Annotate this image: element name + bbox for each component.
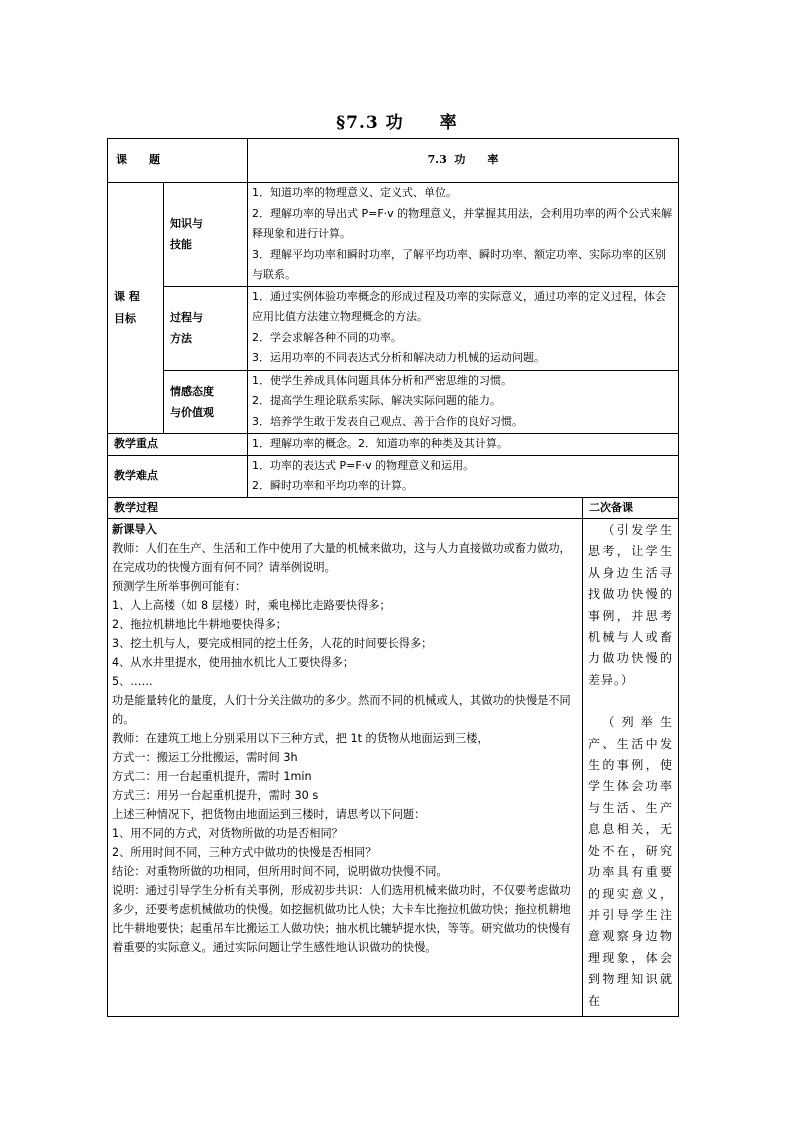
difficulties-items (248, 455, 679, 497)
process-line: 教师：在建筑工地上分别采用以下三种方式，把 1t 的货物从地面运到三楼， (112, 732, 489, 745)
process-line: 说明：通过引导学生分析有关事例，形成初步共识：人们选用机械来做功时，不仅要考虑做功多少，还要考虑机械做功的快慢。如挖掘机做功比人快；大卡车比拖拉机做功快；拖拉机耕地比牛耕地要快；起重吊车比搬运工人做功快；抽水机比辘轳提水快，等等。研究做功的快慢有着重要的实际意义。通过实际问题让学生感性地认识做功的快慢。 (112, 884, 571, 954)
process-line: 教师：人们在生产、生活和工作中使用了大量的机械来做功，这与人力直接做功或畜力做功，在完成功的快慢方面有何不同？请举例说明。 (112, 542, 571, 574)
process-method-item: 3．运用功率的不同表达式分析和解决动力机械的运动问题。 (252, 351, 545, 364)
process-content (108, 519, 583, 1017)
process-line: 2、拖拉机耕地比牛耕地要快得多； (112, 618, 287, 631)
process-line: 结论：对重物所做的功相同，但所用时间不同，说明做功快慢不同。 (112, 865, 448, 878)
lesson-row (108, 139, 679, 183)
lesson-title: 7.3 功 率 (248, 139, 679, 183)
knowledge-items (248, 183, 679, 287)
process-method-item: 1．通过实例体验功率概念的形成过程及功率的实际意义，通过功率的定义过程，体会应用比值方法建立物理概念的方法。 (252, 289, 666, 323)
knowledge-label: 知识与 技能 (164, 183, 248, 287)
process-header-label: 教学过程 (108, 497, 583, 519)
side-note: （引发学生思考，让学生从身边生活寻找做功快慢的事例，并思考机械与人或畜力做功快慢的差异。） (588, 523, 674, 687)
process-line: 方式二：用一台起重机提升，需时 1min (112, 770, 312, 783)
process-row (108, 519, 679, 1017)
knowledge-item: 1．知道功率的物理意义、定义式、单位。 (252, 186, 457, 199)
emotion-item: 3．培养学生敢于发表自己观点、善于合作的良好习惯。 (252, 414, 523, 428)
key-points-label: 教学重点 (108, 433, 248, 455)
key-points-row (108, 433, 679, 455)
process-line: 4、从水井里提水，使用抽水机比人工要快得多； (112, 656, 355, 669)
key-points-text: 1．理解功率的概念。2．知道功率的种类及其计算。 (248, 433, 679, 455)
process-line: 方式三：用另一台起重机提升，需时 30 s (112, 789, 319, 802)
difficulty-item: 2．瞬时功率和平均功率的计算。 (252, 479, 413, 492)
process-method-item: 2．学会求解各种不同的功率。 (252, 330, 402, 344)
goal-emotion-row (108, 370, 679, 433)
process-header-row (108, 497, 679, 519)
process-method-items (248, 286, 679, 370)
emotion-item: 2．提高学生理论联系实际、解决实际问题的能力。 (252, 394, 501, 407)
process-method-label: 过程与 方法 (164, 286, 248, 370)
side-note: （列举生产、生活中发生的事例，使学生体会功率与生活、生产息息相关，无处不在，研究功率具有重要的现实意义，并引导学生注意观察身边物理现象，体会到物理知识就在 (588, 715, 674, 1008)
process-line: 3、挖土机与人，要完成相同的挖土任务，人花的时间要长得多； (112, 637, 433, 650)
process-line: 方式一：搬运工分批搬运，需时间 3h (112, 751, 298, 764)
process-line: 预测学生所举事例可能有： (112, 580, 247, 593)
knowledge-item: 3．理解平均功率和瞬时功率，了解平均功率、瞬时功率、额定功率、实际功率的区别与联系。 (252, 247, 666, 281)
emotion-items (248, 370, 679, 433)
process-line: 2、所用时间不同，三种方式中做功的快慢是否相同？ (112, 846, 377, 859)
process-line: 1、人上高楼（如 8 层楼）时，乘电梯比走路要快得多； (112, 599, 391, 612)
lesson-label: 课 题 (108, 139, 248, 183)
lesson-plan-table (107, 138, 679, 1017)
process-line: 功是能量转化的量度，人们十分关注做功的多少。然而不同的机械或人，其做功的快慢是不同的。 (112, 694, 571, 726)
process-side-label: 二次备课 (583, 497, 679, 519)
process-heading: 新课导入 (112, 523, 157, 536)
difficulties-row (108, 455, 679, 497)
knowledge-item: 2．理解功率的导出式 P=F·v 的物理意义，并掌握其用法，会利用功率的两个公式来解释现象和进行计算。 (252, 206, 673, 240)
goal-knowledge-row (108, 183, 679, 287)
page-title: §7.3 功 率 (336, 113, 458, 133)
difficulty-item: 1．功率的表达式 P=F·v 的物理意义和运用。 (252, 458, 475, 472)
process-line: 1、用不同的方式，对货物所做的功是否相同？ (112, 827, 343, 840)
emotion-item: 1．使学生养成具体问题具体分析和严密思维的习惯。 (252, 373, 512, 387)
difficulties-label: 教学难点 (108, 455, 248, 497)
goals-label: 课 程 目标 (108, 183, 164, 434)
emotion-label: 情感态度 与价值观 (164, 370, 248, 433)
process-line: 5、…… (112, 675, 153, 688)
goal-process-row (108, 286, 679, 370)
side-notes (583, 519, 679, 1017)
process-line: 上述三种情况下，把货物由地面运到三楼时，请思考以下问题： (112, 808, 426, 821)
